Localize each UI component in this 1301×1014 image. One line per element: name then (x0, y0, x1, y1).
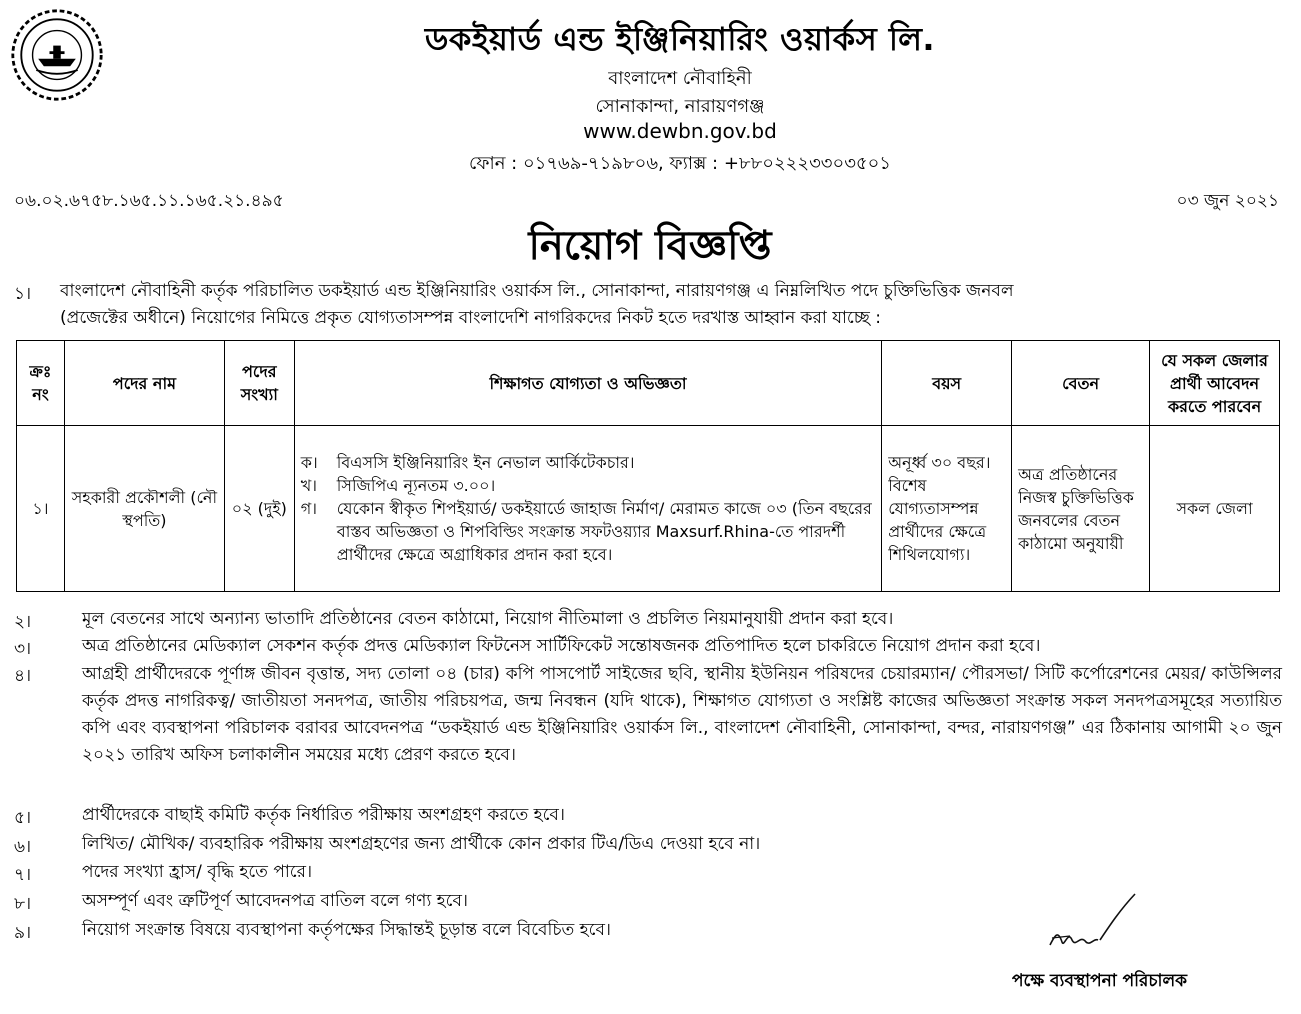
cell-count: ০২ (দুই) (224, 426, 294, 592)
clause-number: ৮। (14, 894, 32, 914)
clause-text: লিখিত/ মৌখিক/ ব্যবহারিক পরীক্ষায় অংশগ্রহণের জন্য প্রার্থীকে কোন প্রকার টিএ/ডিএ দেওয়া হবে না। (82, 834, 761, 854)
org-contact: ফোন : ০১৭৬৯-৭১৯৮০৬, ফ্যাক্স : +৮৮০২২২৩৩০৩৫০১ (469, 153, 891, 174)
intro-number: ১। (14, 284, 32, 304)
cell-serial: ১। (17, 426, 65, 592)
cell-age: অনূর্ধ্ব ৩০ বছর। বিশেষ যোগ্যতাসম্পন্ন প্রার্থীদের ক্ষেত্রে শিথিলযোগ্য। (882, 426, 1012, 592)
clause-text: মূল বেতনের সাথে অন্যান্য ভাতাদি প্রতিষ্ঠানের বেতন কাঠামো, নিয়োগ নীতিমালা ও প্রচলিত নিয়মানুযায়ী প্রদান করা হবে। (82, 609, 894, 629)
header-post: পদের নাম (64, 341, 224, 426)
qualification-text: যেকোন স্বীকৃত শিপইয়ার্ড/ ডকইয়ার্ডে জাহাজ নির্মাণ/ মেরামত কাজে ০৩ (তিন বছরের বাস্তব অভিজ্ঞতা ও শিপবিল্ডিং সংক্রান্ত সফটওয়্যার Maxsurf.Rhina-তে পারদর্শী প্রার্থীদের ক্ষেত্রে অগ্রাধিকার প্রদান করা হবে। (336, 499, 872, 564)
signatory-designation: পক্ষে ব্যবস্থাপনা পরিচালক (1012, 971, 1188, 991)
org-address: সোনাকান্দা, নারায়ণগঞ্জ (595, 96, 765, 117)
table-row (17, 426, 1280, 592)
header-age: বয়স (882, 341, 1012, 426)
header-serial: ক্রঃ নং (17, 341, 65, 426)
clause-number: ৯। (14, 923, 32, 943)
header-count: পদের সংখ্যা (224, 341, 294, 426)
clause-number: ৫। (14, 808, 32, 828)
clause-number: ৭। (14, 865, 32, 885)
qualification-mark: ক। (300, 453, 318, 472)
cell-post: সহকারী প্রকৌশলী (নৌ স্থপতি) (64, 426, 224, 592)
qualification-item (301, 451, 875, 474)
org-website: www.dewbn.gov.bd (583, 119, 777, 143)
organization-name: ডকইয়ার্ড এন্ড ইঞ্জিনিয়ারিং ওয়ার্কস লি. (424, 20, 936, 58)
table-header-row (17, 341, 1280, 426)
clause-number: ২। (14, 612, 32, 632)
clause-text: আগ্রহী প্রার্থীদেরকে পূর্ণাঙ্গ জীবন বৃত্তান্ত, সদ্য তোলা ০৪ (চার) কপি পাসপোর্ট সাইজের ছবি, স্থানীয় ইউনিয়ন পরিষদের চেয়ারম্যান/ পৌরসভা/ সিটি কর্পোরেশনের মেয়র/ কাউন্সিলর কর্তৃক প্রদত্ত নাগরিকত্ব/ জাতীয়তা সনদপত্র, জাতীয় পরিচয়পত্র, জন্ম নিবন্ধন (যদি থাকে), শিক্ষাগত যোগ্যতা ও সংশ্লিষ্ট কাজের অভিজ্ঞতা সংক্রান্ত সকল সনদপত্রসমূহের সত্যায়িত কপি এবং ব্যবস্থাপনা পরিচালক বরাবর আবেদনপত্র “ডকইয়ার্ড এন্ড ইঞ্জিনিয়ারিং ওয়ার্কস লি., বাংলাদেশ নৌবাহিনী, সোনাকান্দা, বন্দর, নারায়ণগঞ্জ” এর ঠিকানায় আগামী ২০ জুন ২০২১ তারিখ অফিস চলাকালীন সময়ের মধ্যে প্রেরণ করতে হবে। (82, 664, 1282, 765)
qualification-mark: খ। (300, 476, 318, 495)
intro-line-2: (প্রজেক্টের অধীনে) নিয়োগের নিমিত্তে প্রকৃত যোগ্যতাসম্পন্ন বাংলাদেশি নাগরিকদের নিকট হতে দরখাস্ত আহ্বান করা যাচ্ছে : (60, 308, 881, 328)
qualification-item (301, 474, 875, 497)
qualification-item (301, 497, 875, 566)
handwritten-signature (1040, 890, 1140, 960)
clause-text: নিয়োগ সংক্রান্ত বিষয়ে ব্যবস্থাপনা কর্তৃপক্ষের সিদ্ধান্তই চূড়ান্ত বলে বিবেচিত হবে। (82, 920, 611, 940)
cell-qualification (294, 426, 881, 592)
clause-text: অত্র প্রতিষ্ঠানের মেডিক্যাল সেকশন কর্তৃক প্রদত্ত মেডিক্যাল ফিটনেস সার্টিফিকেট সন্তোষজনক প্রতিপাদিত হলে চাকরিতে নিয়োগ প্রদান করা হবে। (82, 636, 1041, 656)
qualification-text: বিএসসি ইঞ্জিনিয়ারিং ইন নেভাল আর্কিটেকচার। (336, 453, 635, 472)
notice-date: ০৩ জুন ২০২১ (1176, 191, 1279, 211)
qualification-mark: গ। (300, 499, 318, 518)
bangladesh-navy-dockyard-logo-icon (10, 8, 104, 102)
clause-number: ৩। (14, 639, 32, 659)
clause-text: প্রার্থীদেরকে বাছাই কমিটি কর্তৃক নির্ধারিত পরীক্ষায় অংশগ্রহণ করতে হবে। (82, 805, 565, 825)
job-table (16, 340, 1280, 592)
cell-districts: সকল জেলা (1150, 426, 1280, 592)
clause-number: ৪। (14, 666, 32, 686)
clause-number: ৬। (14, 837, 32, 857)
header-qualification: শিক্ষাগত যোগ্যতা ও অভিজ্ঞতা (294, 341, 881, 426)
org-department: বাংলাদেশ নৌবাহিনী (608, 68, 752, 89)
clause-text: পদের সংখ্যা হ্রাস/ বৃদ্ধি হতে পারে। (82, 862, 313, 882)
intro-line-1: বাংলাদেশ নৌবাহিনী কর্তৃক পরিচালিত ডকইয়ার্ড এন্ড ইঞ্জিনিয়ারিং ওয়ার্কস লি., সোনাকান্দা, নারায়ণগঞ্জ এ নিম্নলিখিত পদে চুক্তিভিত্তিক জনবল (60, 281, 1014, 301)
header-districts: যে সকল জেলার প্রার্থী আবেদন করতে পারবেন (1150, 341, 1280, 426)
reference-number: ০৬.০২.৬৭৫৮.১৬৫.১১.১৬৫.২১.৪৯৫ (14, 191, 284, 211)
notice-title: নিয়োগ বিজ্ঞপ্তি (528, 223, 772, 269)
cell-salary: অত্র প্রতিষ্ঠানের নিজস্ব চুক্তিভিত্তিক জনবলের বেতন কাঠামো অনুযায়ী (1012, 426, 1150, 592)
clause-text: অসম্পূর্ণ এবং ত্রুটিপূর্ণ আবেদনপত্র বাতিল বলে গণ্য হবে। (82, 891, 468, 911)
qualification-text: সিজিপিএ ন্যূনতম ৩.০০। (336, 476, 496, 495)
header-salary: বেতন (1012, 341, 1150, 426)
